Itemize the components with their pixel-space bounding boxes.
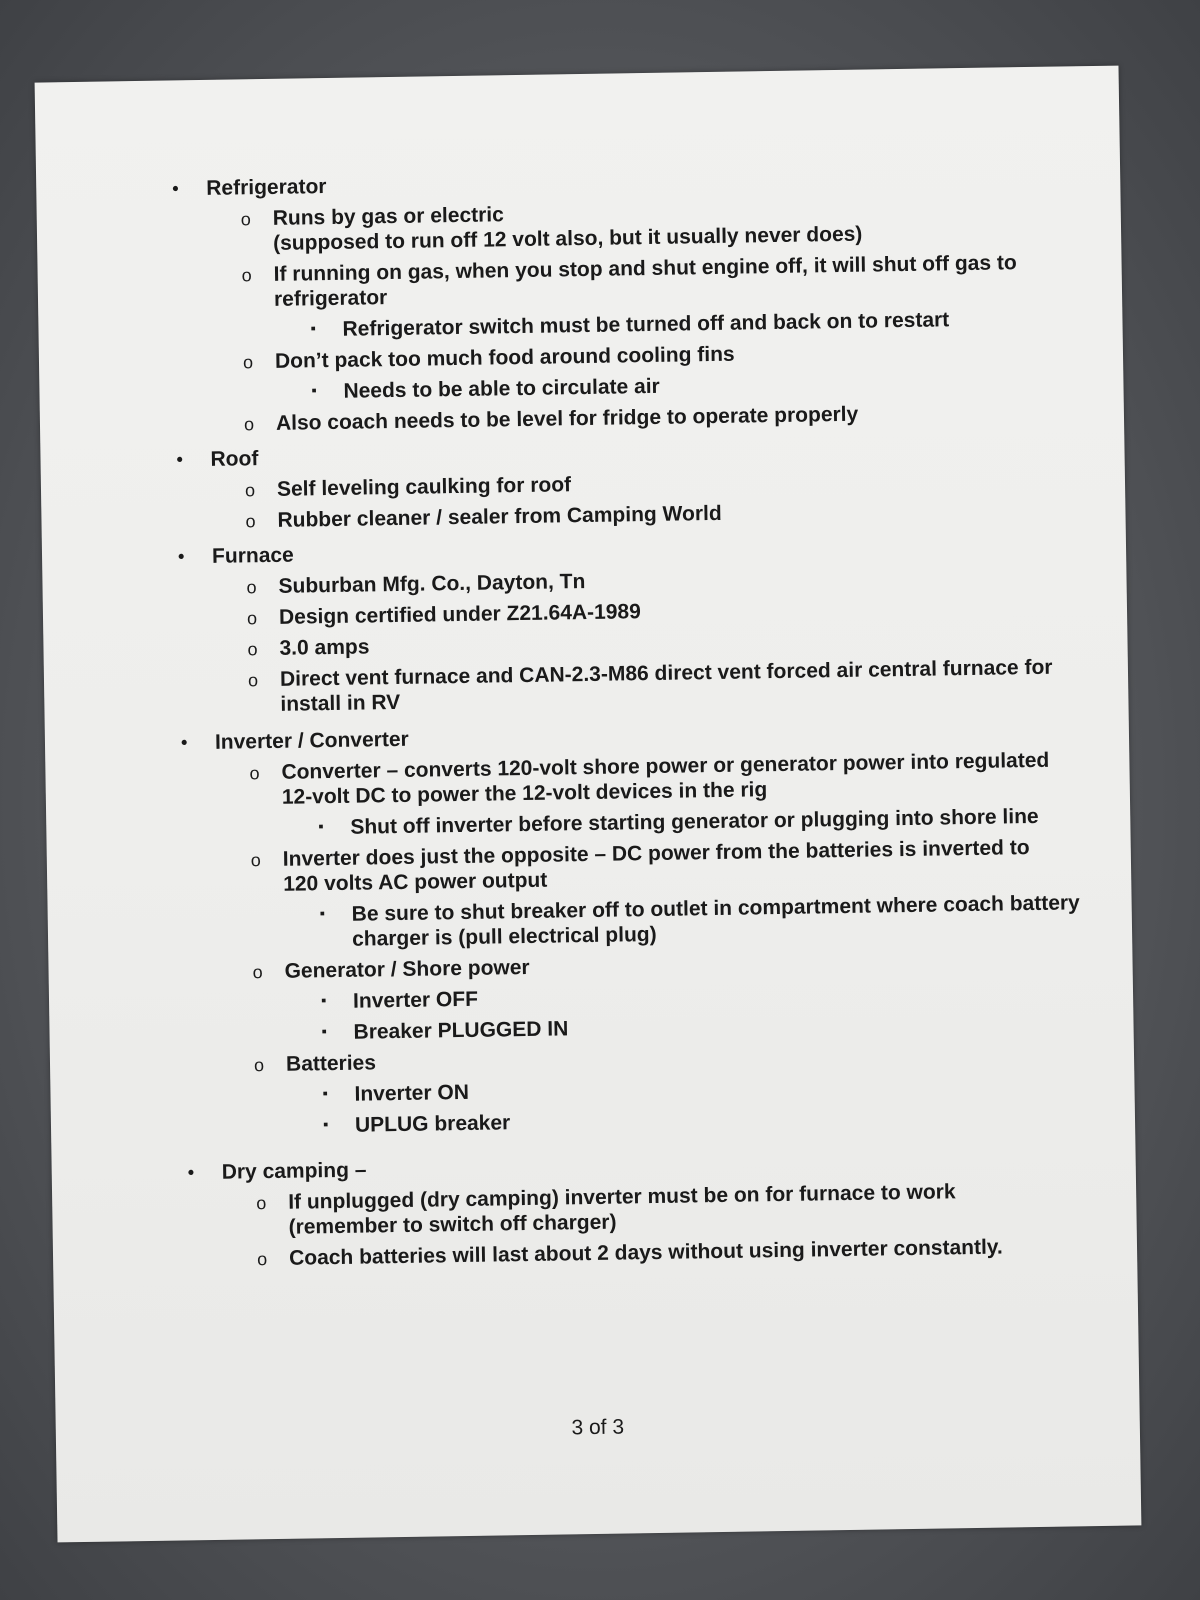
- section-sub-list: [211, 464, 1086, 534]
- sub-item-text: Shut off inverter before starting generator or plugging into shore line: [350, 804, 1039, 839]
- section-sub-list: [212, 561, 1088, 718]
- list-item: [214, 654, 1089, 718]
- section-title: Roof: [210, 447, 259, 471]
- sub-item-list: [286, 1070, 1095, 1139]
- list-item: [211, 495, 1085, 534]
- sub-item-text: Needs to be able to circulate air: [343, 374, 660, 403]
- bullet-square-icon: ▪: [320, 992, 327, 1010]
- section-sub-list: [222, 1177, 1097, 1272]
- sub-item-text: Breaker PLUGGED IN: [353, 1017, 569, 1044]
- bullet-circle-icon: o: [245, 511, 256, 532]
- list-item: [217, 834, 1093, 954]
- paper-sheet: [35, 66, 1142, 1543]
- section-title: Dry camping –: [221, 1158, 367, 1184]
- section-item: [42, 530, 1089, 720]
- item-text-line: Self leveling caulking for roof: [276, 473, 572, 501]
- sub-item-text: Refrigerator switch must be turned off and back on to restart: [342, 308, 950, 341]
- item-text-line: Also coach needs to be level for fridge to operate properly: [275, 402, 859, 435]
- item-text-line: 120 volts AC power output: [283, 868, 548, 896]
- bullet-circle-icon: o: [242, 352, 254, 373]
- bullet-circle-icon: o: [253, 1055, 265, 1076]
- item-text-line: Design certified under Z21.64A-1989: [278, 600, 641, 629]
- bullet-circle-icon: o: [249, 763, 260, 784]
- bullet-circle-icon: o: [252, 962, 263, 983]
- bullet-circle-icon: o: [256, 1193, 267, 1214]
- item-text-line: 3.0 amps: [279, 635, 370, 660]
- item-text-line: install in RV: [280, 690, 401, 716]
- section-title: Furnace: [211, 543, 294, 568]
- item-text-line: (supposed to run off 12 volt also, but it usually never does): [272, 222, 863, 255]
- bullet-square-icon: ▪: [310, 320, 316, 338]
- bullet-circle-icon: o: [241, 265, 252, 286]
- outline-list: [36, 162, 1097, 1282]
- item-text-line: Generator / Shore power: [284, 955, 530, 983]
- section-item: [45, 716, 1095, 1142]
- sub-item-list: [285, 977, 1094, 1046]
- item-text-line: If running on gas, when you stop and shut engine off, it will shut off gas to: [273, 251, 1017, 286]
- bullet-square-icon: ▪: [321, 1023, 328, 1041]
- list-item: [223, 1233, 1097, 1272]
- section-title: Refrigerator: [206, 175, 327, 200]
- bullet-dot-icon: •: [176, 449, 184, 470]
- item-text-line: Don’t pack too much food around cooling fins: [274, 342, 735, 373]
- section-item: [52, 1146, 1098, 1274]
- bullet-dot-icon: •: [180, 732, 188, 753]
- bullet-circle-icon: o: [243, 414, 255, 435]
- list-item: [209, 336, 1084, 406]
- list-item: [210, 398, 1084, 437]
- section-sub-list: [207, 193, 1085, 437]
- bullet-circle-icon: o: [246, 608, 258, 629]
- item-text-line: If unplugged (dry camping) inverter must be on for furnace to work: [288, 1180, 956, 1214]
- item-text-line: Runs by gas or electric: [272, 203, 505, 230]
- bullet-square-icon: ▪: [319, 905, 326, 923]
- sub-item-text: Inverter OFF: [352, 987, 479, 1013]
- bullet-circle-icon: o: [240, 209, 251, 230]
- item-text-line: Inverter does just the opposite – DC power from the batteries is inverted to: [282, 836, 1030, 871]
- bullet-square-icon: ▪: [322, 1085, 328, 1103]
- item-text-line: Rubber cleaner / sealer from Camping World: [277, 501, 722, 532]
- bullet-circle-icon: o: [247, 670, 259, 691]
- list-item: [207, 249, 1082, 344]
- bullet-square-icon: ▪: [311, 382, 317, 400]
- bullet-circle-icon: o: [247, 639, 258, 660]
- bullet-square-icon: ▪: [318, 818, 324, 836]
- list-item: [207, 193, 1082, 257]
- item-text-line: Converter – converts 120-volt shore power or generator power into regulated: [281, 748, 1050, 784]
- bullet-dot-icon: •: [187, 1162, 195, 1183]
- item-text-line: 12-volt DC to power the 12-volt devices in the rig: [281, 778, 768, 809]
- item-text-line: Suburban Mfg. Co., Dayton, Tn: [278, 570, 586, 598]
- item-text-line: Coach batteries will last about 2 days without using inverter constantly.: [288, 1235, 1003, 1270]
- list-item: [215, 747, 1090, 842]
- sub-item-text: UPLUG breaker: [354, 1111, 511, 1137]
- document-content: [35, 66, 1142, 1543]
- item-text-line: (remember to switch off charger): [288, 1210, 617, 1239]
- section-item: [36, 162, 1084, 439]
- page-number: 3 of 3: [571, 1415, 625, 1440]
- sub-item-text: Be sure to shut breaker off to outlet in compartment where coach battery charger is (pull electrical plug): [351, 891, 1080, 951]
- list-item: [218, 946, 1093, 1047]
- bullet-circle-icon: o: [250, 850, 262, 871]
- sub-list-item: [287, 1101, 1095, 1139]
- bullet-square-icon: ▪: [322, 1116, 329, 1134]
- bullet-dot-icon: •: [177, 546, 185, 567]
- item-text-line: refrigerator: [273, 286, 388, 311]
- bullet-circle-icon: o: [244, 480, 256, 501]
- sub-item-list: [284, 890, 1093, 953]
- bullet-circle-icon: o: [256, 1249, 268, 1270]
- section-title: Inverter / Converter: [214, 727, 409, 754]
- list-item: [222, 1177, 1097, 1241]
- sub-list-item: [284, 890, 1093, 953]
- bullet-circle-icon: o: [246, 577, 257, 598]
- section-sub-list: [215, 747, 1095, 1140]
- section-item: [40, 433, 1085, 536]
- item-text-line: Batteries: [285, 1051, 377, 1076]
- item-text-line: Direct vent furnace and CAN-2.3-M86 direct vent forced air central furnace for: [279, 655, 1053, 691]
- bullet-dot-icon: •: [172, 178, 179, 199]
- sub-item-text: Inverter ON: [354, 1080, 470, 1106]
- list-item: [220, 1039, 1095, 1140]
